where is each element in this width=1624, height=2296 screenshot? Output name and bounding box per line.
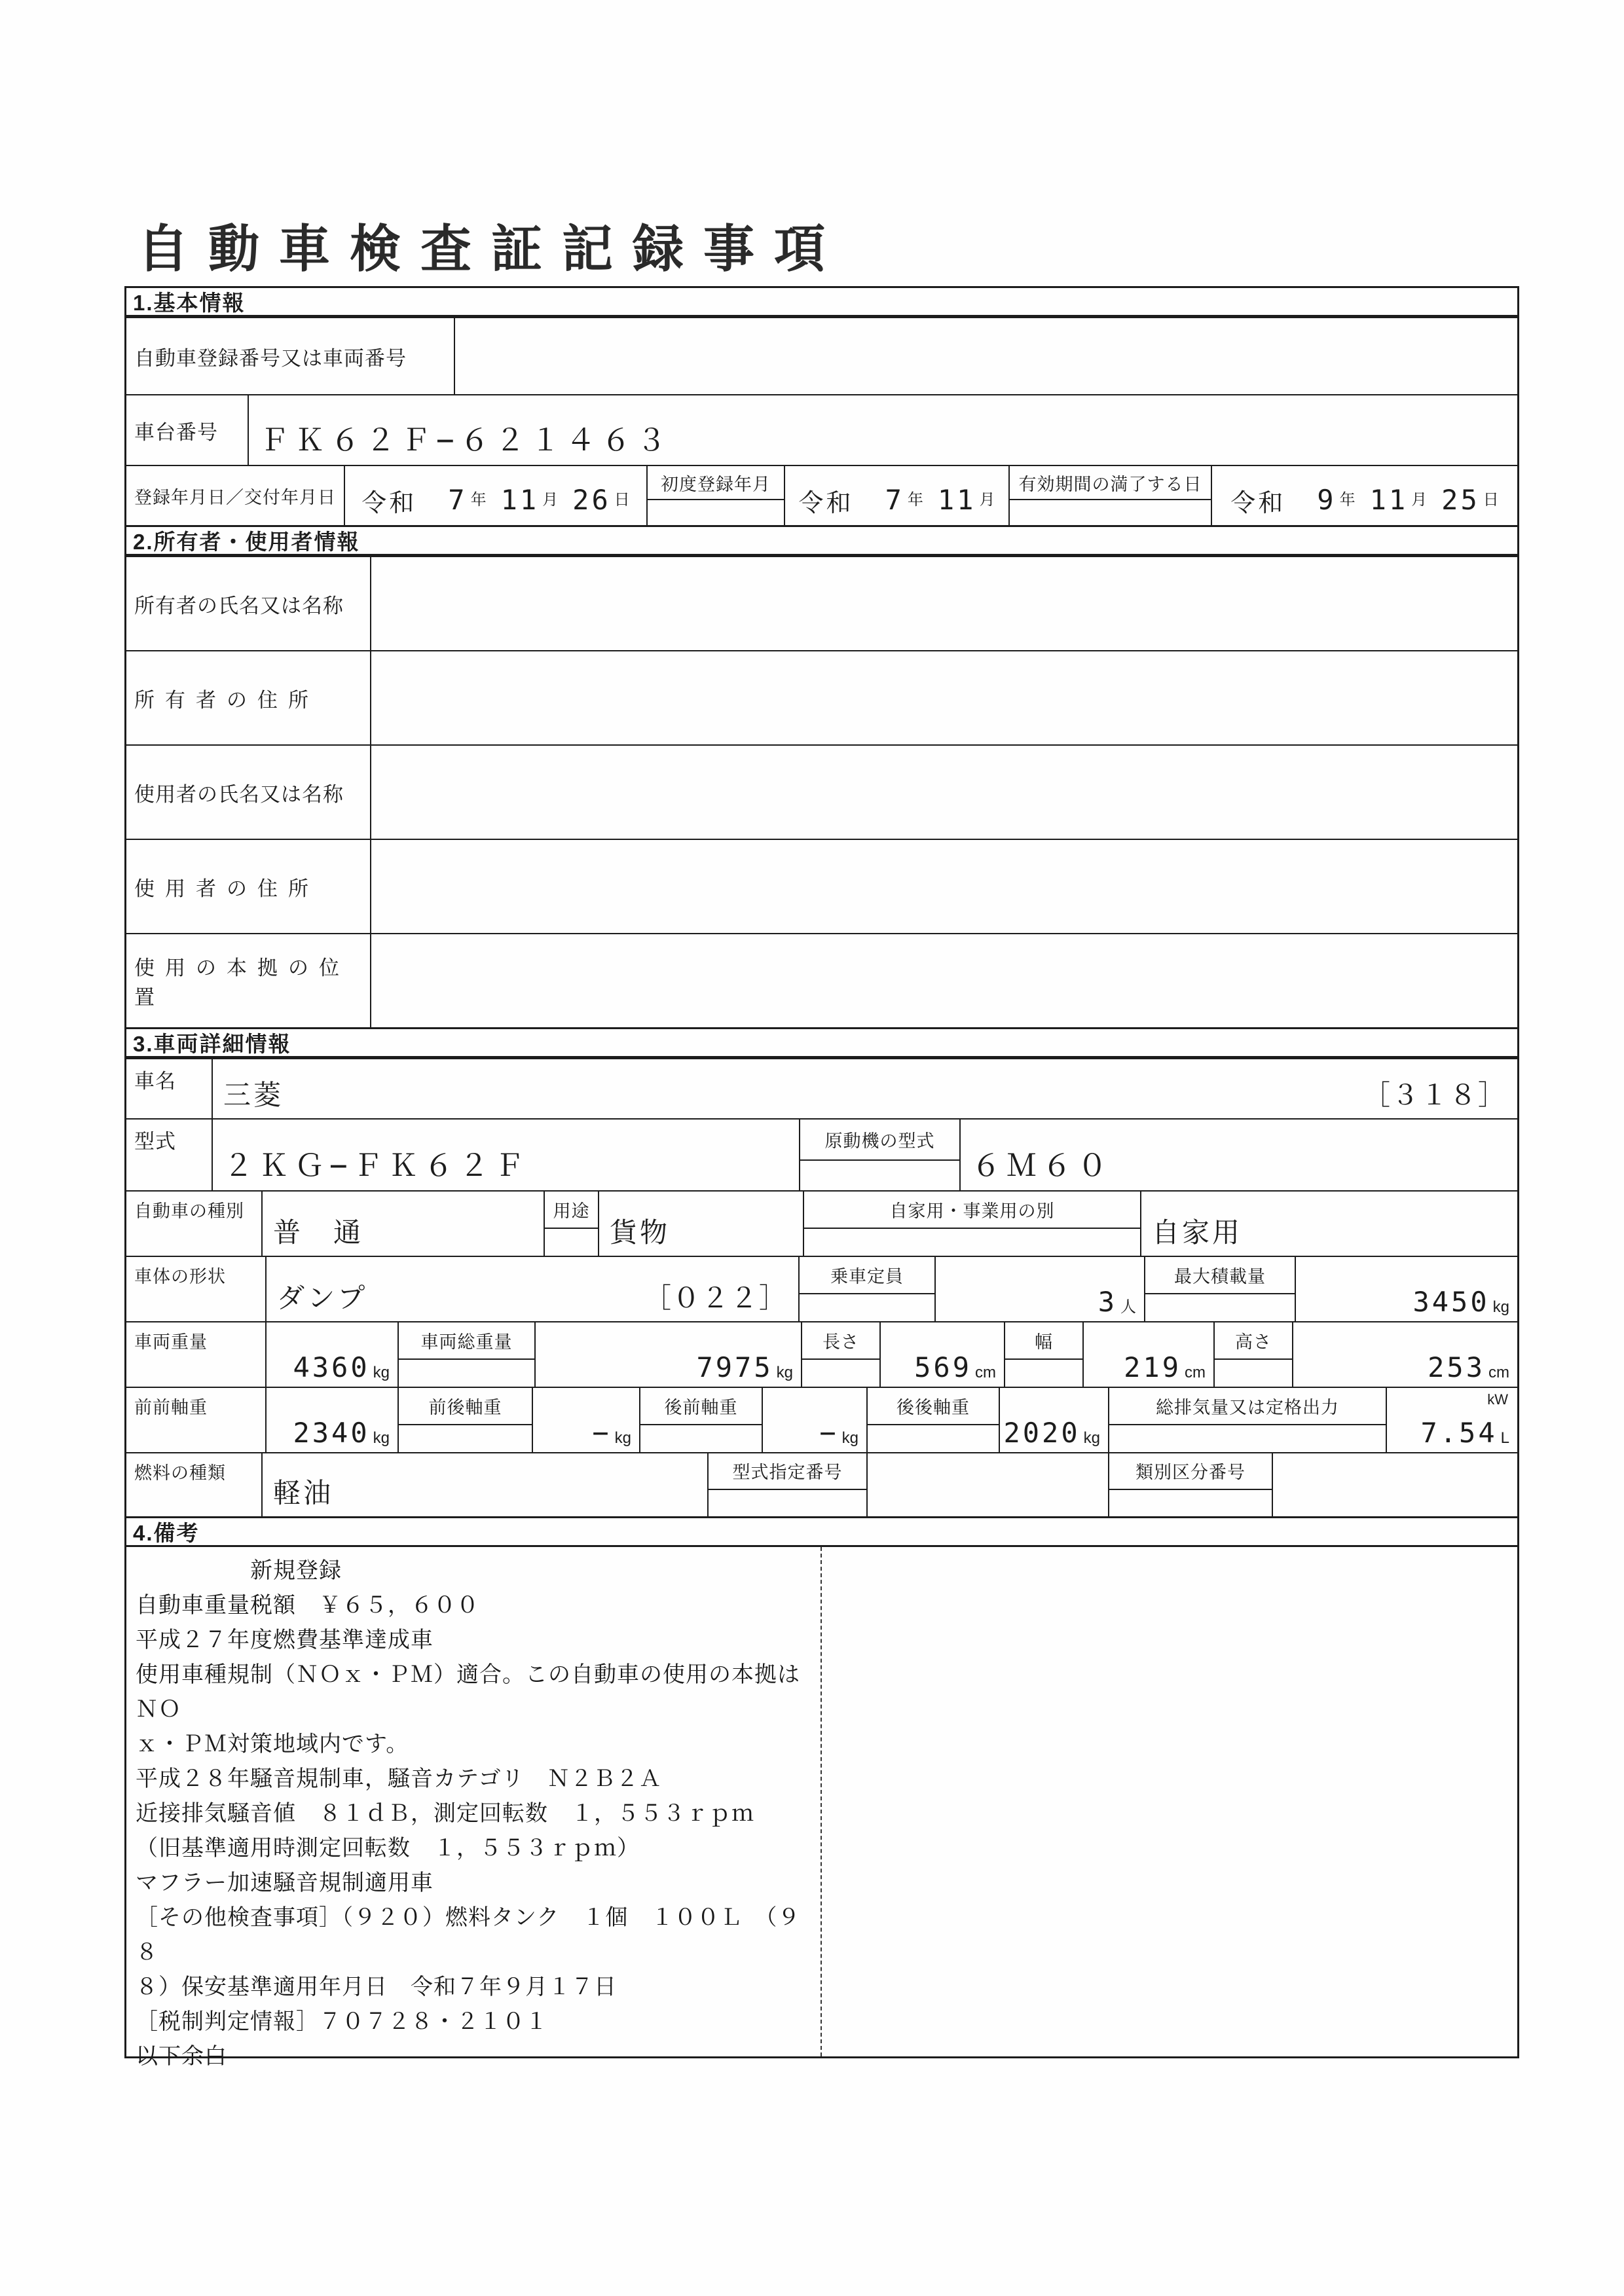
model-value: ２ＫＧ−ＦＫ６２Ｆ xyxy=(223,1148,530,1183)
unit-cm: cm xyxy=(975,1363,996,1381)
use-label-cell xyxy=(544,1192,598,1256)
max-load-value-cell xyxy=(1295,1257,1517,1321)
user-name-value xyxy=(370,746,1517,839)
user-address-label: 使用者の住所 xyxy=(134,877,319,900)
fuel-value: 軽油 xyxy=(261,1453,707,1516)
first-registration-value xyxy=(784,466,1008,525)
user-address-value xyxy=(370,840,1517,933)
row-vehicle-name xyxy=(126,1058,1517,1118)
first-registration-year: 7 xyxy=(885,484,904,516)
base-location-label: 使用の本拠の位置 xyxy=(134,957,350,1009)
capacity-value-cell xyxy=(934,1257,1144,1321)
unit-kg: kg xyxy=(614,1429,631,1447)
owner-address-label: 所有者の住所 xyxy=(134,688,319,712)
section-owner-heading: 2.所有者・使用者情報 xyxy=(126,527,1517,556)
height-label-cell xyxy=(1213,1322,1292,1387)
chassis-number-value xyxy=(248,395,1517,465)
capacity-value: 3 xyxy=(1098,1286,1117,1318)
rear-rear-axle-value-cell xyxy=(999,1388,1108,1452)
unit-kg: kg xyxy=(1083,1429,1100,1447)
rear-front-axle-value: − xyxy=(819,1417,839,1449)
category-value: 普 通 xyxy=(261,1192,544,1256)
expiry-date-label-cell xyxy=(1008,466,1211,525)
max-load-label: 最大積載量 xyxy=(1145,1257,1295,1294)
registration-date-value xyxy=(344,466,646,525)
model-value-cell xyxy=(212,1120,799,1190)
max-load-value: 3450 xyxy=(1412,1286,1490,1318)
expiry-date-label: 有効期間の満了する日 xyxy=(1010,466,1211,500)
vehicle-name-label: 車名 xyxy=(134,1070,176,1093)
registration-date-label: 登録年月日／交付年月日 xyxy=(134,487,336,507)
inspection-form xyxy=(124,286,1519,2070)
vehicle-weight-label: 車両重量 xyxy=(134,1332,208,1352)
unit-day: 日 xyxy=(1483,490,1499,509)
unit-kg: kg xyxy=(1492,1298,1509,1316)
displacement-value-cell xyxy=(1386,1388,1517,1452)
front-front-axle-label: 前前軸重 xyxy=(134,1398,208,1417)
private-business-label-cell xyxy=(803,1192,1140,1256)
body-shape-value: ダンプ xyxy=(277,1283,368,1313)
body-shape-value-cell xyxy=(265,1257,798,1321)
engine-model-value-cell xyxy=(959,1120,1517,1190)
unit-day: 日 xyxy=(614,490,630,509)
width-label: 幅 xyxy=(1005,1322,1082,1360)
remarks-text: 新規登録 自動車重量税額 ￥６５，６００ 平成２７年度燃費基準達成車 使用車種規制（ＮＯｘ・ＰＭ）適合。この自動車の使用の本拠はＮＯ ｘ・ＰＭ対策地域内です。 平成２８年騒音規制車，騒音カテゴリ Ｎ２Ｂ２Ａ 近接排気騒音値 ８１ｄＢ，測定回転数 １，５５３ｒｐｍ （旧基準適用時測定回転数 １，５５３ｒｐｍ） マフラー加速騒音規制適用車 ［その他検査事項］（９２０）燃料タンク １個 １００Ｌ （９８ ８）保安基準適用年月日 令和７年９月１７日 ［税制判定情報］７０７２８・２１０１ 以下余白 xyxy=(136,1558,801,2070)
expiry-date-year: 9 xyxy=(1317,484,1337,516)
owner-name-label: 所有者の氏名又は名称 xyxy=(134,594,344,617)
page-title: 自動車検査証記録事項 xyxy=(138,221,845,278)
use-value: 貨物 xyxy=(598,1192,803,1256)
expiry-date-value xyxy=(1211,466,1517,525)
expiry-date-month: 11 xyxy=(1369,484,1409,516)
type-approval-label: 型式指定番号 xyxy=(709,1453,866,1490)
row-owner-address xyxy=(126,650,1517,744)
height-value: 253 xyxy=(1428,1351,1485,1383)
class-code-value xyxy=(1272,1453,1517,1516)
front-rear-axle-value-cell xyxy=(532,1388,639,1452)
front-front-axle-value: 2340 xyxy=(293,1417,370,1449)
section-vehicle xyxy=(124,1027,1519,1518)
max-load-label-cell xyxy=(1144,1257,1295,1321)
model-label: 型式 xyxy=(134,1130,176,1153)
row-weights-dimensions xyxy=(126,1321,1517,1387)
unit-month: 月 xyxy=(542,490,559,509)
front-front-axle-value-cell xyxy=(265,1388,397,1452)
length-value-cell xyxy=(879,1322,1004,1387)
section-remarks xyxy=(124,1516,1519,2070)
row-body-shape xyxy=(126,1256,1517,1321)
unit-year: 年 xyxy=(907,490,923,509)
width-value-cell xyxy=(1082,1322,1213,1387)
length-value: 569 xyxy=(914,1351,972,1383)
class-code-label: 類別区分番号 xyxy=(1109,1453,1272,1490)
unit-cm: cm xyxy=(1185,1363,1206,1381)
vehicle-name-value-cell xyxy=(212,1059,1517,1118)
rear-rear-axle-value: 2020 xyxy=(1003,1417,1080,1449)
category-label: 自動車の種別 xyxy=(134,1201,244,1221)
remarks-box xyxy=(126,1547,1517,2070)
gross-weight-value-cell xyxy=(534,1322,801,1387)
section-remarks-heading: 4.備考 xyxy=(126,1518,1517,1547)
vehicle-name-value: 三菱 xyxy=(223,1080,284,1110)
base-location-value xyxy=(370,934,1517,1027)
rear-front-axle-value-cell xyxy=(762,1388,866,1452)
engine-model-label: 原動機の型式 xyxy=(800,1120,959,1161)
row-axle-weights xyxy=(126,1387,1517,1452)
unit-kw: kW xyxy=(1487,1391,1508,1408)
capacity-label: 乗車定員 xyxy=(800,1257,934,1294)
section-basic-heading: 1.基本情報 xyxy=(126,288,1517,317)
unit-kg: kg xyxy=(776,1363,793,1381)
gross-weight-label-cell xyxy=(397,1322,534,1387)
unit-cm: cm xyxy=(1488,1363,1509,1381)
unit-person: 人 xyxy=(1120,1298,1136,1316)
body-shape-label: 車体の形状 xyxy=(134,1267,226,1286)
first-registration-label: 初度登録年月 xyxy=(648,466,784,500)
row-chassis-number xyxy=(126,394,1517,465)
displacement-value: 7.54 xyxy=(1420,1417,1498,1449)
gross-weight-label: 車両総重量 xyxy=(399,1322,534,1360)
rear-rear-axle-label-cell xyxy=(866,1388,999,1452)
vehicle-weight-value-cell xyxy=(265,1322,397,1387)
displacement-label: 総排気量又は定格出力 xyxy=(1109,1388,1386,1425)
row-category xyxy=(126,1190,1517,1256)
expiry-date-era: 令和 xyxy=(1230,489,1286,517)
engine-model-label-cell xyxy=(799,1120,959,1190)
unit-kg: kg xyxy=(373,1363,390,1381)
chassis-number-label: 車台番号 xyxy=(134,420,218,444)
body-shape-code: ［０２２］ xyxy=(643,1282,788,1314)
registration-date-year: 7 xyxy=(448,484,468,516)
rear-front-axle-label-cell xyxy=(639,1388,762,1452)
registration-number-value xyxy=(454,318,1517,394)
row-fuel xyxy=(126,1452,1517,1516)
capacity-label-cell xyxy=(798,1257,934,1321)
registration-number-label: 自動車登録番号又は車両番号 xyxy=(134,346,407,370)
width-value: 219 xyxy=(1124,1351,1181,1383)
unit-month: 月 xyxy=(1411,490,1428,509)
first-registration-era: 令和 xyxy=(798,489,854,517)
unit-liter: L xyxy=(1500,1429,1509,1447)
row-owner-name xyxy=(126,556,1517,650)
unit-year: 年 xyxy=(1339,490,1356,509)
front-rear-axle-value: − xyxy=(592,1417,612,1449)
width-label-cell xyxy=(1004,1322,1082,1387)
section-vehicle-heading: 3.車両詳細情報 xyxy=(126,1029,1517,1058)
row-registration-number xyxy=(126,317,1517,394)
row-user-name xyxy=(126,744,1517,839)
rear-front-axle-label: 後前軸重 xyxy=(640,1388,762,1425)
remarks-right-column xyxy=(822,1547,1517,2056)
unit-month: 月 xyxy=(979,490,995,509)
height-value-cell xyxy=(1292,1322,1517,1387)
registration-date-era: 令和 xyxy=(361,489,417,517)
unit-kg: kg xyxy=(841,1429,858,1447)
unit-year: 年 xyxy=(470,490,487,509)
class-code-label-cell xyxy=(1108,1453,1272,1516)
front-rear-axle-label-cell xyxy=(397,1388,532,1452)
row-user-address xyxy=(126,839,1517,933)
user-name-label: 使用者の氏名又は名称 xyxy=(134,782,344,806)
section-owner xyxy=(124,525,1519,1029)
owner-address-value xyxy=(370,651,1517,744)
remarks-left-column xyxy=(126,1547,822,2070)
front-rear-axle-label: 前後軸重 xyxy=(399,1388,532,1425)
first-registration-month: 11 xyxy=(937,484,976,516)
expiry-date-day: 25 xyxy=(1441,484,1480,516)
type-approval-label-cell xyxy=(707,1453,866,1516)
rear-rear-axle-label: 後後軸重 xyxy=(868,1388,999,1425)
use-label: 用途 xyxy=(545,1192,598,1229)
first-registration-label-cell xyxy=(646,466,784,525)
unit-kg: kg xyxy=(373,1429,390,1447)
section-basic xyxy=(124,286,1519,527)
private-business-label: 自家用・事業用の別 xyxy=(804,1192,1140,1229)
length-label-cell xyxy=(801,1322,879,1387)
row-model xyxy=(126,1118,1517,1190)
gross-weight-value: 7975 xyxy=(696,1351,773,1383)
vehicle-weight-value: 4360 xyxy=(293,1351,370,1383)
chassis-number-text: ＦＫ６２Ｆ−６２１４６３ xyxy=(259,422,672,458)
row-base-location xyxy=(126,933,1517,1027)
length-label: 長さ xyxy=(802,1322,879,1360)
owner-name-value xyxy=(370,557,1517,650)
engine-model-value: ６Ｍ６０ xyxy=(971,1148,1113,1183)
row-dates xyxy=(126,465,1517,525)
registration-date-month: 11 xyxy=(500,484,540,516)
fuel-label: 燃料の種類 xyxy=(134,1463,226,1483)
type-approval-value xyxy=(866,1453,1108,1516)
vehicle-name-code: ［３１８］ xyxy=(1362,1079,1507,1111)
displacement-label-cell xyxy=(1108,1388,1386,1452)
private-business-value: 自家用 xyxy=(1140,1192,1517,1256)
registration-date-day: 26 xyxy=(572,484,611,516)
height-label: 高さ xyxy=(1215,1322,1292,1360)
